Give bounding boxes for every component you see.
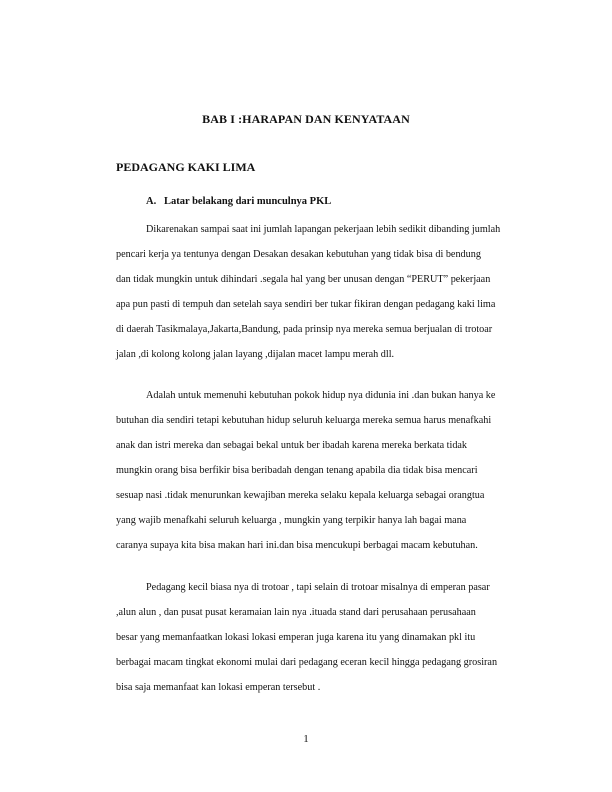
section-title: PEDAGANG KAKI LIMA [116, 160, 256, 174]
page-number: 1 [303, 733, 309, 745]
paragraph-2-line: yang wajib menafkahi seluruh keluarga , mungkin yang terpikir hanya lah bagai mana [116, 515, 467, 526]
paragraph-2-line: sesuap nasi .tidak menurunkan kewajiban mereka selaku kepala keluarga sebagai orangtua [116, 490, 485, 501]
paragraph-2-line: Adalah untuk memenuhi kebutuhan pokok hidup nya didunia ini .dan bukan hanya ke [146, 390, 496, 401]
paragraph-1-line: apa pun pasti di tempuh dan setelah saya sendiri ber tukar fikiran dengan pedagang kaki lima [116, 299, 496, 310]
subsection-title: Latar belakang dari munculnya PKL [164, 196, 332, 207]
paragraph-1-line: pencari kerja ya tentunya dengan Desakan desakan kebutuhan yang tidak bisa di bendung [116, 249, 481, 260]
paragraph-3-line: besar yang memanfaatkan lokasi lokasi emperan juga karena itu yang dinamakan pkl itu [116, 632, 476, 643]
paragraph-2-line: butuhan dia sendiri tetapi kebutuhan hidup seluruh keluarga mereka semua harus menafkahi [116, 415, 492, 426]
paragraph-1-line: Dikarenakan sampai saat ini jumlah lapangan pekerjaan lebih sedikit dibanding jumlah [146, 224, 501, 235]
paragraph-2-line: anak dan istri mereka dan sebagai bekal untuk ber ibadah karena mereka berkata tidak [116, 440, 468, 451]
subsection-heading [146, 196, 331, 207]
subsection-number: A. [146, 196, 157, 207]
paragraph-1-line: dan tidak mungkin untuk dihindari .segala hal yang ber unusan dengan “PERUT” pekerjaan [116, 274, 491, 285]
paragraph-3-line: Pedagang kecil biasa nya di trotoar , tapi selain di trotoar misalnya di emperan pasar [146, 582, 490, 593]
paragraph-1-line: jalan ,di kolong kolong jalan layang ,dijalan macet lampu merah dll. [116, 349, 395, 360]
paragraph-3-line: bisa saja memanfaat kan lokasi emperan tersebut . [116, 682, 321, 693]
paragraph-3-line: berbagai macam tingkat ekonomi mulai dari pedagang eceran kecil hingga pedagang grosiran [116, 657, 498, 668]
paragraph-2-line: mungkin orang bisa berfikir bisa beribadah dengan tenang apabila dia tidak bisa mencari [116, 465, 478, 476]
paragraph-1-line: di daerah Tasikmalaya,Jakarta,Bandung, pada prinsip nya mereka semua berjualan di trotoar [116, 324, 493, 335]
chapter-title: BAB I :HARAPAN DAN KENYATAAN [202, 112, 410, 126]
paragraph-2-line: caranya supaya kita bisa makan hari ini.dan bisa mencukupi berbagai macam kebutuhan. [116, 540, 478, 551]
paragraph-3-line: ,alun alun , dan pusat pusat keramaian lain nya .ituada stand dari perusahaan perusahaan [116, 607, 476, 618]
